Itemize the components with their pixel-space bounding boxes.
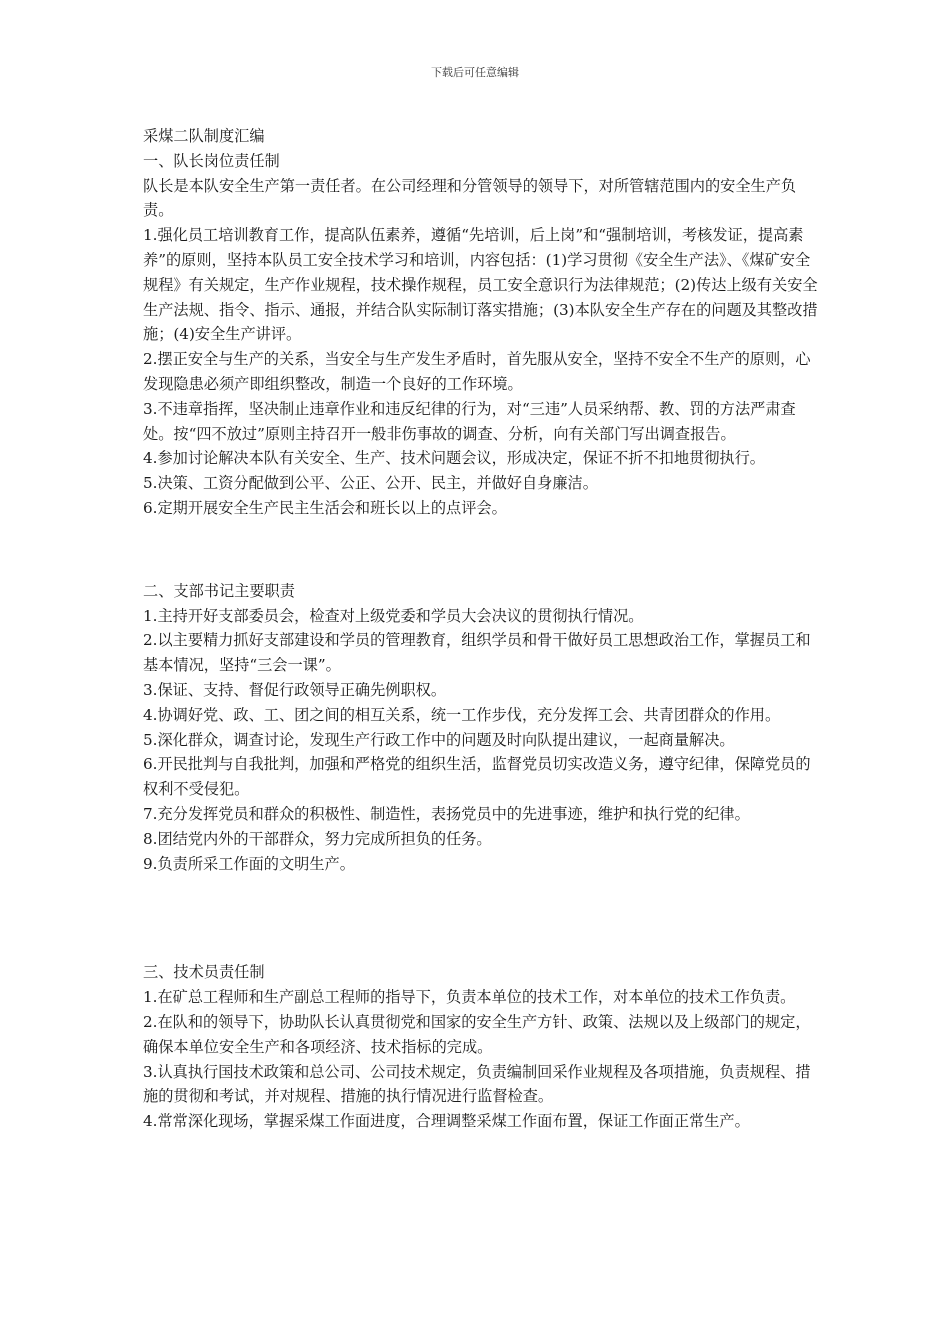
document-body: [143, 124, 823, 1134]
section-spacer: [143, 876, 823, 960]
section-item: 1.在矿总工程师和生产副总工程师的指导下，负责本单位的技术工作，对本单位的技术工作负责。: [143, 988, 796, 1007]
section-item: 9.负责所采工作面的文明生产。: [143, 854, 355, 873]
section-heading: 二、支部书记主要职责: [143, 581, 295, 600]
section-item: 1.主持开好支部委员会，检查对上级党委和学员大会决议的贯彻执行情况。: [143, 606, 644, 625]
section-item: 2.摆正安全与生产的关系，当安全与生产发生矛盾时，首先服从安全，坚持不安全不生产的原则，心发现隐患必须产即组织整改，制造一个良好的工作环境。: [143, 350, 811, 393]
section-item: 6.定期开展安全生产民主生活会和班长以上的点评会。: [143, 498, 507, 517]
section-item: 1.强化员工培训教育工作，提高队伍素养，遵循“先培训，后上岗”和“强制培训，考核发证，提高素养”的原则，坚持本队员工安全技术学习和培训，内容包括：(1)学习贯彻《安全生产法》、《煤矿安全规程》有关规定，生产作业规程，技术操作规程，员工安全意识行为法律规范；(2)传达上级有关安全生产法规、指令、指示、通报，并结合队实际制订落实措施；(3)本队安全生产存在的问题及其整改措施；(4)安全生产讲评。: [143, 226, 818, 344]
section-item: 2.在队和的领导下，协助队长认真贯彻党和国家的安全生产方针、政策、法规以及上级部门的规定，确保本单位安全生产和各项经济、技术指标的完成。: [143, 1012, 811, 1056]
section-item: 3.保证、支持、督促行政领导正确先例职权。: [143, 680, 447, 699]
section-item: 4.协调好党、政、工、团之间的相互关系，统一工作步伐，充分发挥工会、共青团群众的作用。: [143, 705, 781, 724]
section-item: 3.认真执行国技术政策和总公司、公司技术规定，负责编制回采作业规程及各项措施，负责规程、措施的贯彻和考试，并对规程、措施的执行情况进行监督检查。: [143, 1062, 811, 1106]
section-item: 5.深化群众，调查讨论，发现生产行政工作中的问题及时向队提出建议，一起商量解决。: [143, 730, 735, 749]
section-item: 2.以主要精力抓好支部建设和学员的管理教育，组织学员和骨干做好员工思想政治工作，掌握员工和基本情况，坚持“三会一课”。: [143, 631, 811, 675]
section-heading: 一、队长岗位责任制: [143, 151, 280, 170]
section-item: 3.不违章指挥，坚决制止违章作业和违反纪律的行为，对“三违”人员采纳帮、教、罚的方法严肃查处。按“四不放过”原则主持召开一般非伤事故的调查、分析，向有关部门写出调查报告。: [143, 399, 796, 443]
section-item: 7.充分发挥党员和群众的积极性、制造性，表扬党员中的先进事迹，维护和执行党的纪律。: [143, 804, 750, 823]
document-title: 采煤二队制度汇编: [143, 127, 265, 145]
section-spacer: [143, 521, 823, 579]
section-item: 8.团结党内外的干部群众，努力完成所担负的任务。: [143, 829, 492, 848]
section-item: 6.开民批判与自我批判，加强和严格党的组织生活，监督党员切实改造义务，遵守纪律，保障党员的权利不受侵犯。: [143, 755, 811, 799]
section-item: 5.决策、工资分配做到公平、公正、公开、民主，并做好自身廉洁。: [143, 474, 598, 493]
section-intro: 队长是本队安全生产第一责任者。在公司经理和分管领导的领导下，对所管辖范围内的安全生产负责。: [143, 176, 797, 220]
page-header-note: 下载后可任意编辑: [431, 66, 519, 79]
section-item: 4.常常深化现场，掌握采煤工作面进度，合理调整采煤工作面布置，保证工作面正常生产。: [143, 1112, 750, 1131]
section-heading: 三、技术员责任制: [143, 963, 265, 982]
section-item: 4.参加讨论解决本队有关安全、生产、技术问题会议，形成决定，保证不折不扣地贯彻执行。: [143, 449, 765, 468]
